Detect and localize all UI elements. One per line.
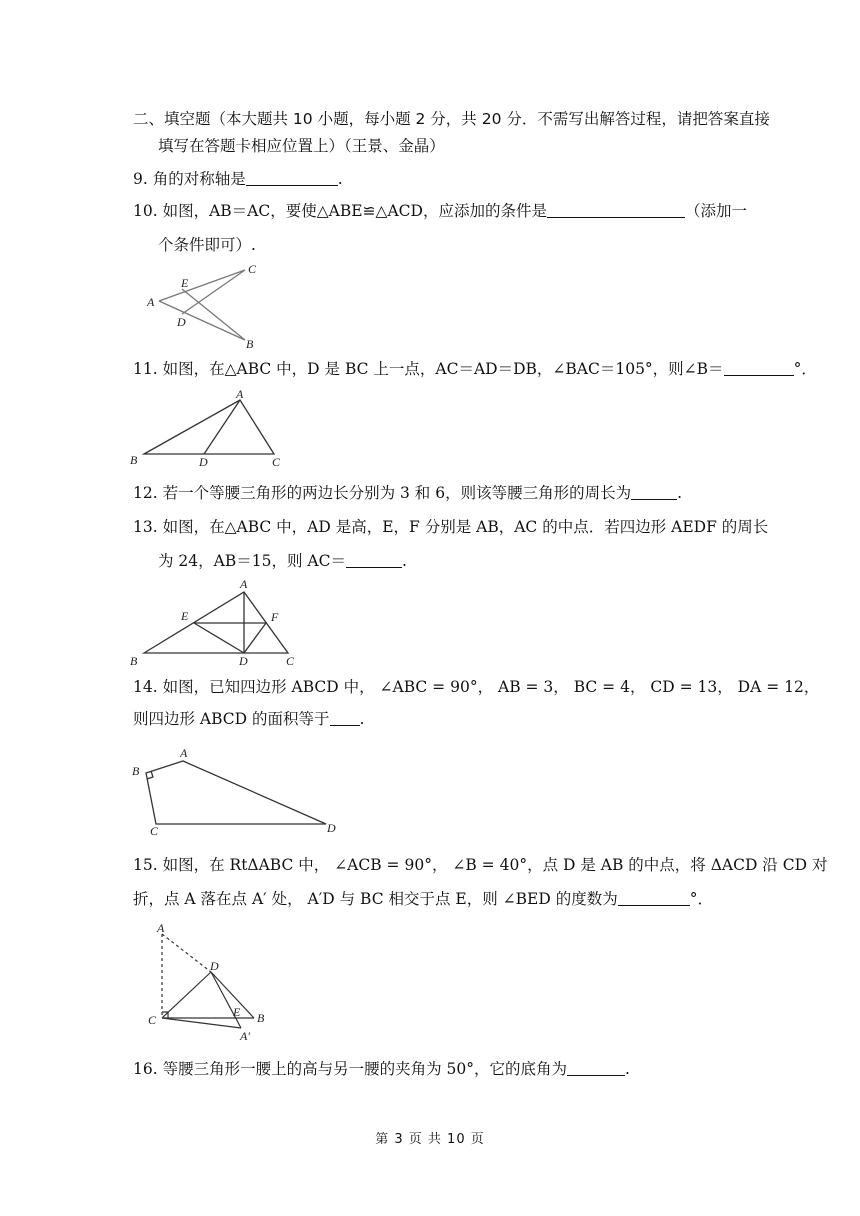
- question-text: 如图，在△ABC 中，AD 是高，E，F 分别是 AB，AC 的中点．若四边形 AEDF 的周长: [162, 518, 769, 536]
- label-C: C: [286, 654, 295, 668]
- label-C: C: [272, 455, 281, 469]
- label-A: A: [180, 746, 188, 760]
- label-B: B: [246, 337, 254, 351]
- question-9: 9. 角的对称轴是 .: [133, 170, 343, 188]
- question-number: 13.: [133, 518, 158, 536]
- label-E: E: [233, 1005, 241, 1019]
- question-text: 等腰三角形一腰上的高与另一腰的夹角为 50°，它的底角为: [162, 1060, 567, 1078]
- label-F: F: [271, 610, 279, 624]
- question-16: 16. 等腰三角形一腰上的高与另一腰的夹角为 50°，它的底角为 .: [133, 1060, 630, 1078]
- question-text: 如图，AB＝AC，要使△ABE≌△ACD，应添加的条件是: [162, 202, 547, 220]
- answer-blank[interactable]: [330, 710, 360, 726]
- question-14-line2: 则四边形 ABCD 的面积等于 .: [133, 710, 365, 728]
- label-B: B: [130, 453, 138, 467]
- label-D: D: [199, 455, 208, 469]
- figure-q11: [128, 388, 288, 468]
- label-A: A: [236, 387, 244, 401]
- label-A-prime: A′: [240, 1029, 250, 1043]
- label-C: C: [248, 262, 257, 276]
- question-text: 如图，在△ABC 中，D 是 BC 上一点，AC＝AD＝DB，∠BAC＝105°，则∠B＝: [162, 360, 724, 378]
- answer-blank[interactable]: [618, 890, 690, 906]
- question-13-line2: 为 24，AB＝15，则 AC＝ .: [158, 552, 407, 570]
- label-A: A: [147, 295, 155, 309]
- label-E: E: [181, 276, 189, 290]
- label-D: D: [327, 821, 336, 835]
- page-footer: 第 3 页 共 10 页: [375, 1132, 485, 1147]
- answer-blank[interactable]: [567, 1060, 625, 1076]
- label-C: C: [148, 1013, 157, 1027]
- label-D: D: [210, 959, 219, 973]
- question-number: 9.: [133, 170, 148, 188]
- answer-blank[interactable]: [547, 202, 685, 218]
- label-B: B: [132, 764, 140, 778]
- figure-q13: [128, 576, 303, 668]
- label-B: B: [130, 654, 138, 668]
- label-A: A: [157, 921, 165, 935]
- question-number: 14.: [133, 678, 158, 696]
- question-text: 如图，已知四边形 ABCD 中， ∠ABC = 90°， AB = 3， BC = 4， CD = 13， DA = 12，: [162, 678, 820, 696]
- answer-blank[interactable]: [631, 484, 677, 500]
- question-number: 11.: [133, 360, 158, 378]
- question-number: 10.: [133, 202, 158, 220]
- question-11: 11. 如图，在△ABC 中，D 是 BC 上一点，AC＝AD＝DB，∠BAC＝105°，则∠B＝ °．: [133, 360, 817, 378]
- question-text: 若一个等腰三角形的两边长分别为 3 和 6，则该等腰三角形的周长为: [162, 484, 632, 502]
- figure-q15: [142, 920, 282, 1044]
- question-number: 12.: [133, 484, 158, 502]
- question-number: 15.: [133, 856, 158, 874]
- label-D: D: [239, 654, 248, 668]
- question-text: 如图，在 RtΔABC 中， ∠ACB = 90°， ∠B = 40°，点 D 是 AB 的中点，将 ΔACD 沿 CD 对: [162, 856, 828, 874]
- label-E: E: [181, 609, 189, 623]
- question-10: 10. 如图，AB＝AC，要使△ABE≌△ACD，应添加的条件是 （添加一: [133, 202, 747, 220]
- question-12: 12. 若一个等腰三角形的两边长分别为 3 和 6，则该等腰三角形的周长为 .: [133, 484, 683, 502]
- question-14: [133, 676, 819, 698]
- question-13: [133, 516, 768, 538]
- answer-blank[interactable]: [724, 360, 794, 376]
- label-C: C: [150, 824, 159, 838]
- question-text: 角的对称轴是: [152, 170, 246, 188]
- answer-blank[interactable]: [346, 552, 402, 568]
- figure-q14: [128, 745, 343, 837]
- label-D: D: [177, 315, 186, 329]
- label-A: A: [240, 577, 248, 591]
- question-number: 16.: [133, 1060, 158, 1078]
- section-title-line2: 填写在答题卡相应位置上）（王景、金晶）: [158, 137, 445, 155]
- label-B: B: [257, 1011, 265, 1025]
- answer-blank[interactable]: [246, 170, 338, 186]
- question-10-line2: 个条件即可）.: [158, 236, 256, 254]
- section-title-line1: 二、填空题（本大题共 10 小题，每小题 2 分，共 20 分．不需写出解答过程，请把答案直接: [133, 110, 770, 128]
- question-15-line2: 折，点 A 落在点 A′ 处， A′D 与 BC 相交于点 E，则 ∠BED 的度数为 °．: [133, 890, 713, 908]
- figure-q10: [145, 262, 265, 352]
- question-15: [133, 854, 827, 876]
